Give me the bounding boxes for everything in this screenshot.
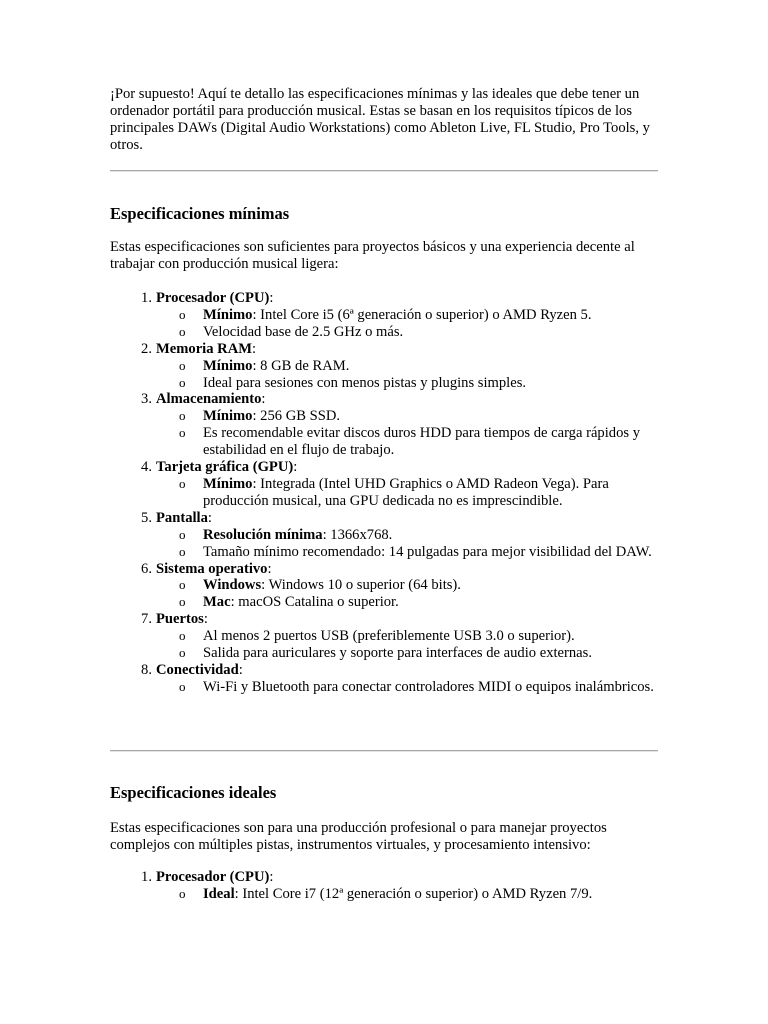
- item-title: Tarjeta gráfica (GPU): [156, 459, 294, 476]
- item-number: 4.: [141, 459, 152, 476]
- sub-item: [156, 408, 658, 425]
- sub-item-label: Mínimo: [203, 408, 253, 425]
- item-number: 8.: [141, 661, 152, 678]
- sub-list: [156, 577, 658, 611]
- spec-item: [110, 510, 658, 561]
- item-title: Memoria RAM: [156, 340, 253, 357]
- sub-item: [156, 577, 658, 594]
- item-title-colon: :: [269, 869, 274, 885]
- sub-item-label: Windows: [203, 577, 262, 594]
- item-title: Procesador (CPU): [156, 869, 270, 885]
- spec-item: [110, 341, 658, 392]
- spec-item: [110, 561, 658, 612]
- circle-bullet-icon: o: [179, 357, 186, 373]
- item-title-colon: :: [238, 661, 243, 678]
- circle-bullet-icon: o: [179, 577, 186, 593]
- circle-bullet-icon: o: [179, 425, 186, 441]
- spec-item: [110, 611, 658, 662]
- circle-bullet-icon: o: [179, 408, 186, 424]
- circle-bullet-icon: o: [179, 628, 186, 644]
- sub-list: [156, 307, 658, 341]
- sub-list: [156, 408, 658, 459]
- section-description-ideales: Estas especificaciones son para una producción profesional o para manejar proyectos complejos con múltiples pistas, instrumentos virtuales, y procesamiento intensivo:: [110, 820, 607, 853]
- sub-list: [156, 358, 658, 392]
- circle-bullet-icon: o: [179, 374, 186, 390]
- sub-item: [156, 645, 658, 662]
- sub-list: [156, 886, 658, 903]
- section-title-minimas: Especificaciones mínimas: [110, 204, 290, 223]
- circle-bullet-icon: o: [179, 306, 186, 322]
- sub-item-label: Mac: [203, 594, 231, 611]
- item-number: 2.: [141, 340, 152, 357]
- spec-item: [110, 290, 658, 341]
- section-description-minimas: Estas especificaciones son suficientes para proyectos básicos y una experiencia decente al trabajar con producción musical ligera:: [110, 239, 635, 272]
- item-title: Almacenamiento: [156, 391, 262, 408]
- sub-item: [156, 358, 658, 375]
- sub-item-text: : 256 GB SSD.: [252, 408, 341, 425]
- intro-paragraph: ¡Por supuesto! Aquí te detallo las especificaciones mínimas y las ideales que debe tener un ordenador portátil para producción musical. Estas se basan en los requisitos típicos de los principales DAWs (Digital Audio Workstations) como Ableton Live, FL Studio, Pro Tools, y otros.: [110, 86, 650, 153]
- sub-list: [156, 628, 658, 662]
- item-number: 1.: [141, 869, 152, 885]
- sub-item-text: Al menos 2 puertos USB (preferiblemente USB 3.0 o superior).: [203, 628, 575, 645]
- spec-item: [110, 459, 658, 510]
- item-number: 5.: [141, 509, 152, 526]
- sub-item-text: Tamaño mínimo recomendado: 14 pulgadas para mejor visibilidad del DAW.: [203, 543, 652, 560]
- sub-item: [156, 594, 658, 611]
- sub-list: [156, 679, 658, 696]
- sub-item-label: Ideal: [203, 885, 235, 902]
- sub-item-text: Ideal para sesiones con menos pistas y plugins simples.: [203, 374, 527, 391]
- sub-item: [156, 425, 658, 459]
- sub-item: [156, 307, 658, 324]
- circle-bullet-icon: o: [179, 323, 186, 339]
- sub-item: [156, 527, 658, 544]
- section-title-ideales: Especificaciones ideales: [110, 783, 277, 802]
- item-title-colon: :: [207, 509, 212, 526]
- sub-item: [156, 375, 658, 392]
- sub-item-label: Mínimo: [203, 475, 253, 492]
- sub-item: [156, 679, 658, 696]
- item-title-colon: :: [267, 560, 272, 577]
- item-title: Puertos: [156, 611, 204, 628]
- item-title: Sistema operativo: [156, 560, 268, 577]
- spec-item: [110, 869, 658, 903]
- sub-item-text: Salida para auriculares y soporte para interfaces de audio externas.: [203, 645, 592, 662]
- sub-list: [156, 476, 658, 510]
- sub-item-text: : Windows 10 o superior (64 bits).: [261, 577, 461, 594]
- sub-item-text: : 8 GB de RAM.: [252, 357, 350, 374]
- circle-bullet-icon: o: [179, 543, 186, 559]
- item-title: Procesador (CPU): [156, 290, 270, 306]
- item-number: 6.: [141, 560, 152, 577]
- circle-bullet-icon: o: [179, 678, 186, 694]
- item-title: Conectividad: [156, 661, 239, 678]
- sub-item-text: Velocidad base de 2.5 GHz o más.: [203, 323, 404, 340]
- sub-item-text: : 1366x768.: [322, 526, 393, 543]
- spec-list-minimas: [110, 290, 658, 696]
- item-title-colon: :: [269, 290, 274, 306]
- sub-item-text: Wi-Fi y Bluetooth para conectar controladores MIDI o equipos inalámbricos.: [203, 678, 654, 695]
- sub-item-label: Resolución mínima: [203, 526, 323, 543]
- item-title-colon: :: [252, 340, 257, 357]
- sub-item-text: : Intel Core i7 (12ª generación o superior) o AMD Ryzen 7/9.: [234, 885, 593, 902]
- spec-list-ideales: [110, 869, 658, 903]
- circle-bullet-icon: o: [179, 526, 186, 542]
- item-number: 3.: [141, 391, 152, 408]
- circle-bullet-icon: o: [179, 645, 186, 661]
- sub-item-text: : Intel Core i5 (6ª generación o superior) o AMD Ryzen 5.: [252, 306, 592, 323]
- sub-item: [156, 628, 658, 645]
- item-title-colon: :: [261, 391, 266, 408]
- spec-item: [110, 391, 658, 459]
- sub-item-text: : Integrada (Intel UHD Graphics o AMD Radeon Vega). Para producción musical, una GPU dedicada no es imprescindible.: [203, 475, 609, 509]
- sub-item-label: Mínimo: [203, 357, 253, 374]
- sub-item: [156, 886, 658, 903]
- sub-list: [156, 527, 658, 561]
- sub-item: [156, 324, 658, 341]
- circle-bullet-icon: o: [179, 594, 186, 610]
- sub-item-label: Mínimo: [203, 306, 253, 323]
- item-title: Pantalla: [156, 509, 208, 526]
- divider-2: [110, 750, 658, 752]
- item-number: 7.: [141, 611, 152, 628]
- sub-item: [156, 476, 658, 510]
- sub-item-text: Es recomendable evitar discos duros HDD para tiempos de carga rápidos y estabilidad en el flujo de trabajo.: [203, 425, 641, 459]
- circle-bullet-icon: o: [179, 885, 186, 901]
- item-title-colon: :: [203, 611, 208, 628]
- spec-item: [110, 662, 658, 696]
- item-title-colon: :: [293, 459, 298, 476]
- item-number: 1.: [141, 290, 152, 306]
- circle-bullet-icon: o: [179, 475, 186, 491]
- sub-item: [156, 544, 658, 561]
- divider-1: [110, 170, 658, 172]
- sub-item-text: : macOS Catalina o superior.: [230, 594, 399, 611]
